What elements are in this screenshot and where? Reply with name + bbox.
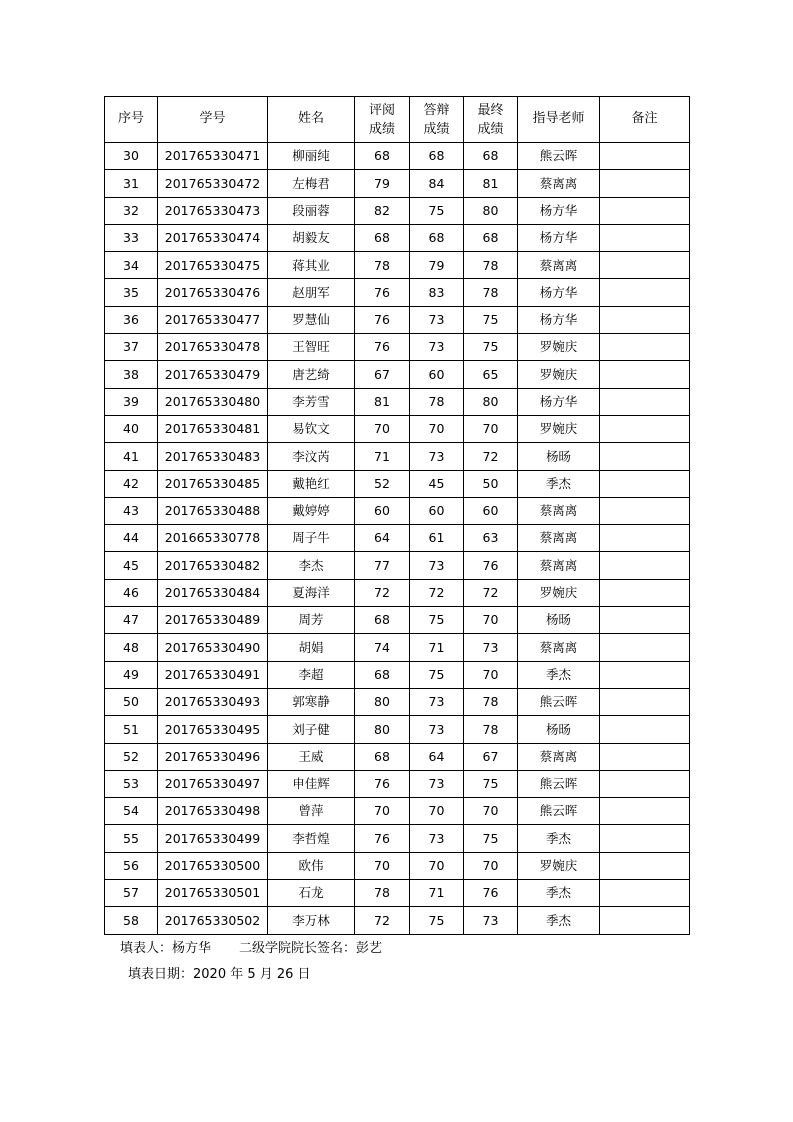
cell-review-score: 76: [355, 770, 410, 797]
cell-defense-score: 70: [410, 798, 464, 825]
cell-seq: 47: [105, 607, 158, 634]
cell-name: 欧伟: [268, 852, 355, 879]
cell-name: 戴艳红: [268, 470, 355, 497]
cell-name: 王威: [268, 743, 355, 770]
cell-seq: 46: [105, 579, 158, 606]
cell-review-score: 72: [355, 907, 410, 934]
cell-advisor: 罗婉庆: [518, 334, 600, 361]
table-row: [105, 252, 690, 279]
cell-review-score: 81: [355, 388, 410, 415]
cell-review-score: 72: [355, 579, 410, 606]
cell-review-score: 68: [355, 143, 410, 170]
cell-review-score: 64: [355, 525, 410, 552]
cell-defense-score: 73: [410, 770, 464, 797]
cell-name: 夏海洋: [268, 579, 355, 606]
cell-name: 罗慧仙: [268, 306, 355, 333]
cell-final-score: 78: [464, 716, 518, 743]
cell-advisor: 季杰: [518, 470, 600, 497]
cell-advisor: 熊云晖: [518, 770, 600, 797]
cell-final-score: 70: [464, 607, 518, 634]
cell-seq: 44: [105, 525, 158, 552]
cell-remarks: [600, 388, 690, 415]
header-defense-score: [410, 97, 464, 143]
cell-review-score: 74: [355, 634, 410, 661]
cell-name: 郭寒静: [268, 688, 355, 715]
cell-name: 李哲煌: [268, 825, 355, 852]
header-row: [105, 97, 690, 143]
cell-remarks: [600, 825, 690, 852]
cell-student-id: 201765330491: [158, 661, 268, 688]
cell-defense-score: 73: [410, 552, 464, 579]
table-row: [105, 688, 690, 715]
cell-student-id: 201765330475: [158, 252, 268, 279]
cell-name: 段丽蓉: [268, 197, 355, 224]
table-row: [105, 361, 690, 388]
cell-name: 蒋其业: [268, 252, 355, 279]
cell-name: 柳丽纯: [268, 143, 355, 170]
table-row: [105, 825, 690, 852]
filler-label: 填表人：杨方华: [120, 941, 212, 956]
cell-defense-score: 64: [410, 743, 464, 770]
cell-student-id: 201765330472: [158, 170, 268, 197]
cell-seq: 49: [105, 661, 158, 688]
table-row: [105, 907, 690, 934]
table-row: [105, 743, 690, 770]
header-name: 姓名: [268, 97, 355, 143]
table-row: [105, 497, 690, 524]
cell-remarks: [600, 579, 690, 606]
cell-remarks: [600, 143, 690, 170]
table-row: [105, 443, 690, 470]
cell-student-id: 201765330497: [158, 770, 268, 797]
header-review-score-line-2: 成绩: [368, 121, 395, 137]
cell-defense-score: 75: [410, 661, 464, 688]
cell-remarks: [600, 224, 690, 251]
cell-final-score: 78: [464, 279, 518, 306]
cell-seq: 38: [105, 361, 158, 388]
cell-advisor: 罗婉庆: [518, 415, 600, 442]
cell-name: 曾萍: [268, 798, 355, 825]
cell-student-id: 201765330477: [158, 306, 268, 333]
cell-name: 王智旺: [268, 334, 355, 361]
table-row: [105, 852, 690, 879]
cell-final-score: 76: [464, 552, 518, 579]
cell-review-score: 70: [355, 415, 410, 442]
cell-seq: 42: [105, 470, 158, 497]
cell-defense-score: 71: [410, 880, 464, 907]
header-defense-score-line-2: 成绩: [423, 121, 450, 137]
cell-final-score: 68: [464, 224, 518, 251]
cell-student-id: 201765330476: [158, 279, 268, 306]
cell-review-score: 68: [355, 224, 410, 251]
cell-defense-score: 83: [410, 279, 464, 306]
header-review-score: [355, 97, 410, 143]
cell-defense-score: 73: [410, 306, 464, 333]
cell-final-score: 78: [464, 252, 518, 279]
cell-student-id: 201765330501: [158, 880, 268, 907]
cell-advisor: 蔡离离: [518, 634, 600, 661]
cell-seq: 50: [105, 688, 158, 715]
cell-name: 周芳: [268, 607, 355, 634]
cell-advisor: 杨方华: [518, 388, 600, 415]
cell-student-id: 201765330488: [158, 497, 268, 524]
table-row: [105, 388, 690, 415]
cell-seq: 43: [105, 497, 158, 524]
cell-defense-score: 84: [410, 170, 464, 197]
table-row: [105, 143, 690, 170]
cell-review-score: 52: [355, 470, 410, 497]
cell-final-score: 80: [464, 388, 518, 415]
cell-seq: 32: [105, 197, 158, 224]
footer-signatures: [120, 937, 382, 956]
cell-seq: 48: [105, 634, 158, 661]
cell-final-score: 81: [464, 170, 518, 197]
header-final-score-line-2: 成绩: [477, 121, 504, 137]
cell-student-id: 201765330502: [158, 907, 268, 934]
header-final-score: [464, 97, 518, 143]
cell-seq: 37: [105, 334, 158, 361]
fill-date: 填表日期：2020 年 5 月 26 日: [128, 967, 311, 982]
cell-student-id: 201765330485: [158, 470, 268, 497]
cell-defense-score: 73: [410, 825, 464, 852]
header-student-id: 学号: [158, 97, 268, 143]
cell-defense-score: 61: [410, 525, 464, 552]
cell-defense-score: 68: [410, 224, 464, 251]
cell-review-score: 77: [355, 552, 410, 579]
cell-final-score: 70: [464, 852, 518, 879]
cell-remarks: [600, 470, 690, 497]
cell-review-score: 79: [355, 170, 410, 197]
header-final-score-line-1: 最终: [477, 102, 504, 118]
cell-seq: 51: [105, 716, 158, 743]
cell-advisor: 罗婉庆: [518, 579, 600, 606]
cell-seq: 33: [105, 224, 158, 251]
cell-name: 李汶芮: [268, 443, 355, 470]
cell-review-score: 71: [355, 443, 410, 470]
cell-student-id: 201765330483: [158, 443, 268, 470]
table-row: [105, 470, 690, 497]
cell-advisor: 杨方华: [518, 306, 600, 333]
cell-defense-score: 78: [410, 388, 464, 415]
table-row: [105, 279, 690, 306]
cell-defense-score: 73: [410, 688, 464, 715]
table-row: [105, 880, 690, 907]
cell-student-id: 201765330496: [158, 743, 268, 770]
cell-remarks: [600, 306, 690, 333]
table-row: [105, 334, 690, 361]
cell-review-score: 68: [355, 607, 410, 634]
cell-remarks: [600, 334, 690, 361]
cell-advisor: 蔡离离: [518, 497, 600, 524]
cell-advisor: 季杰: [518, 661, 600, 688]
cell-remarks: [600, 361, 690, 388]
cell-remarks: [600, 634, 690, 661]
header-advisor: 指导老师: [518, 97, 600, 143]
cell-remarks: [600, 661, 690, 688]
cell-seq: 34: [105, 252, 158, 279]
cell-defense-score: 79: [410, 252, 464, 279]
cell-advisor: 杨旸: [518, 443, 600, 470]
cell-final-score: 73: [464, 907, 518, 934]
header-review-score-line-1: 评阅: [368, 102, 395, 118]
cell-review-score: 68: [355, 743, 410, 770]
table-row: [105, 525, 690, 552]
cell-advisor: 熊云晖: [518, 688, 600, 715]
cell-seq: 40: [105, 415, 158, 442]
cell-name: 石龙: [268, 880, 355, 907]
cell-final-score: 80: [464, 197, 518, 224]
cell-advisor: 杨方华: [518, 224, 600, 251]
cell-advisor: 蔡离离: [518, 252, 600, 279]
cell-student-id: 201765330473: [158, 197, 268, 224]
table-row: [105, 552, 690, 579]
cell-defense-score: 60: [410, 361, 464, 388]
cell-review-score: 70: [355, 798, 410, 825]
cell-name: 赵朋军: [268, 279, 355, 306]
cell-name: 胡娟: [268, 634, 355, 661]
cell-final-score: 72: [464, 443, 518, 470]
cell-defense-score: 45: [410, 470, 464, 497]
cell-name: 刘子健: [268, 716, 355, 743]
cell-remarks: [600, 170, 690, 197]
table-row: [105, 798, 690, 825]
cell-final-score: 76: [464, 880, 518, 907]
cell-remarks: [600, 880, 690, 907]
cell-final-score: 70: [464, 661, 518, 688]
cell-remarks: [600, 497, 690, 524]
header-remarks: 备注: [600, 97, 690, 143]
cell-review-score: 76: [355, 279, 410, 306]
cell-remarks: [600, 770, 690, 797]
cell-remarks: [600, 688, 690, 715]
cell-student-id: 201765330484: [158, 579, 268, 606]
cell-student-id: 201765330478: [158, 334, 268, 361]
cell-seq: 54: [105, 798, 158, 825]
cell-defense-score: 75: [410, 197, 464, 224]
cell-student-id: 201765330493: [158, 688, 268, 715]
table-body: [105, 143, 690, 935]
cell-review-score: 70: [355, 852, 410, 879]
cell-name: 李杰: [268, 552, 355, 579]
cell-student-id: 201765330482: [158, 552, 268, 579]
cell-advisor: 季杰: [518, 825, 600, 852]
cell-final-score: 75: [464, 306, 518, 333]
cell-defense-score: 73: [410, 334, 464, 361]
cell-student-id: 201765330500: [158, 852, 268, 879]
cell-defense-score: 70: [410, 415, 464, 442]
cell-seq: 58: [105, 907, 158, 934]
cell-student-id: 201765330490: [158, 634, 268, 661]
cell-student-id: 201765330489: [158, 607, 268, 634]
cell-remarks: [600, 716, 690, 743]
cell-final-score: 70: [464, 798, 518, 825]
cell-advisor: 罗婉庆: [518, 361, 600, 388]
cell-advisor: 蔡离离: [518, 525, 600, 552]
cell-remarks: [600, 852, 690, 879]
cell-name: 易钦文: [268, 415, 355, 442]
cell-advisor: 蔡离离: [518, 170, 600, 197]
cell-remarks: [600, 798, 690, 825]
cell-final-score: 73: [464, 634, 518, 661]
cell-seq: 55: [105, 825, 158, 852]
cell-seq: 52: [105, 743, 158, 770]
cell-remarks: [600, 525, 690, 552]
cell-name: 申佳辉: [268, 770, 355, 797]
cell-seq: 56: [105, 852, 158, 879]
cell-final-score: 70: [464, 415, 518, 442]
cell-name: 李万林: [268, 907, 355, 934]
cell-final-score: 75: [464, 334, 518, 361]
cell-student-id: 201765330471: [158, 143, 268, 170]
table-row: [105, 716, 690, 743]
cell-final-score: 67: [464, 743, 518, 770]
cell-review-score: 68: [355, 661, 410, 688]
cell-defense-score: 73: [410, 716, 464, 743]
cell-review-score: 80: [355, 688, 410, 715]
cell-remarks: [600, 415, 690, 442]
cell-advisor: 杨方华: [518, 279, 600, 306]
cell-defense-score: 72: [410, 579, 464, 606]
cell-final-score: 72: [464, 579, 518, 606]
cell-name: 左梅君: [268, 170, 355, 197]
cell-name: 唐艺绮: [268, 361, 355, 388]
cell-final-score: 60: [464, 497, 518, 524]
cell-defense-score: 73: [410, 443, 464, 470]
cell-final-score: 50: [464, 470, 518, 497]
table-row: [105, 770, 690, 797]
cell-advisor: 蔡离离: [518, 552, 600, 579]
cell-remarks: [600, 607, 690, 634]
cell-seq: 30: [105, 143, 158, 170]
cell-seq: 41: [105, 443, 158, 470]
cell-seq: 57: [105, 880, 158, 907]
header-defense-score-line-1: 答辩: [423, 102, 450, 118]
cell-student-id: 201765330474: [158, 224, 268, 251]
cell-remarks: [600, 552, 690, 579]
cell-seq: 53: [105, 770, 158, 797]
table-row: [105, 415, 690, 442]
cell-review-score: 78: [355, 252, 410, 279]
cell-name: 周子牛: [268, 525, 355, 552]
cell-defense-score: 71: [410, 634, 464, 661]
cell-final-score: 68: [464, 143, 518, 170]
cell-advisor: 熊云晖: [518, 143, 600, 170]
cell-review-score: 82: [355, 197, 410, 224]
cell-seq: 45: [105, 552, 158, 579]
cell-final-score: 78: [464, 688, 518, 715]
cell-remarks: [600, 197, 690, 224]
cell-defense-score: 60: [410, 497, 464, 524]
cell-review-score: 78: [355, 880, 410, 907]
cell-remarks: [600, 907, 690, 934]
cell-advisor: 罗婉庆: [518, 852, 600, 879]
cell-review-score: 80: [355, 716, 410, 743]
table-row: [105, 579, 690, 606]
table-header: [105, 97, 690, 143]
cell-defense-score: 75: [410, 607, 464, 634]
grades-table: [104, 96, 690, 935]
cell-advisor: 杨旸: [518, 607, 600, 634]
table-row: [105, 306, 690, 333]
table-row: [105, 224, 690, 251]
cell-remarks: [600, 252, 690, 279]
dean-signature-label: 二级学院院长签名：彭艺: [239, 941, 383, 956]
cell-defense-score: 68: [410, 143, 464, 170]
cell-advisor: 熊云晖: [518, 798, 600, 825]
cell-defense-score: 70: [410, 852, 464, 879]
table-row: [105, 607, 690, 634]
cell-final-score: 75: [464, 825, 518, 852]
cell-review-score: 76: [355, 334, 410, 361]
cell-student-id: 201765330495: [158, 716, 268, 743]
cell-student-id: 201665330778: [158, 525, 268, 552]
cell-final-score: 75: [464, 770, 518, 797]
cell-seq: 39: [105, 388, 158, 415]
cell-advisor: 蔡离离: [518, 743, 600, 770]
cell-name: 戴婷婷: [268, 497, 355, 524]
cell-remarks: [600, 443, 690, 470]
cell-student-id: 201765330498: [158, 798, 268, 825]
table-row: [105, 197, 690, 224]
cell-advisor: 杨方华: [518, 197, 600, 224]
cell-seq: 36: [105, 306, 158, 333]
cell-review-score: 76: [355, 825, 410, 852]
cell-seq: 31: [105, 170, 158, 197]
cell-student-id: 201765330481: [158, 415, 268, 442]
table-row: [105, 170, 690, 197]
cell-name: 李超: [268, 661, 355, 688]
cell-student-id: 201765330499: [158, 825, 268, 852]
cell-remarks: [600, 279, 690, 306]
cell-review-score: 76: [355, 306, 410, 333]
cell-name: 胡毅友: [268, 224, 355, 251]
cell-final-score: 63: [464, 525, 518, 552]
cell-advisor: 季杰: [518, 880, 600, 907]
cell-defense-score: 75: [410, 907, 464, 934]
table-row: [105, 634, 690, 661]
cell-student-id: 201765330480: [158, 388, 268, 415]
cell-name: 李芳雪: [268, 388, 355, 415]
table-row: [105, 661, 690, 688]
header-seq: 序号: [105, 97, 158, 143]
cell-advisor: 杨旸: [518, 716, 600, 743]
cell-review-score: 60: [355, 497, 410, 524]
cell-student-id: 201765330479: [158, 361, 268, 388]
cell-final-score: 65: [464, 361, 518, 388]
cell-seq: 35: [105, 279, 158, 306]
cell-review-score: 67: [355, 361, 410, 388]
cell-remarks: [600, 743, 690, 770]
cell-advisor: 季杰: [518, 907, 600, 934]
